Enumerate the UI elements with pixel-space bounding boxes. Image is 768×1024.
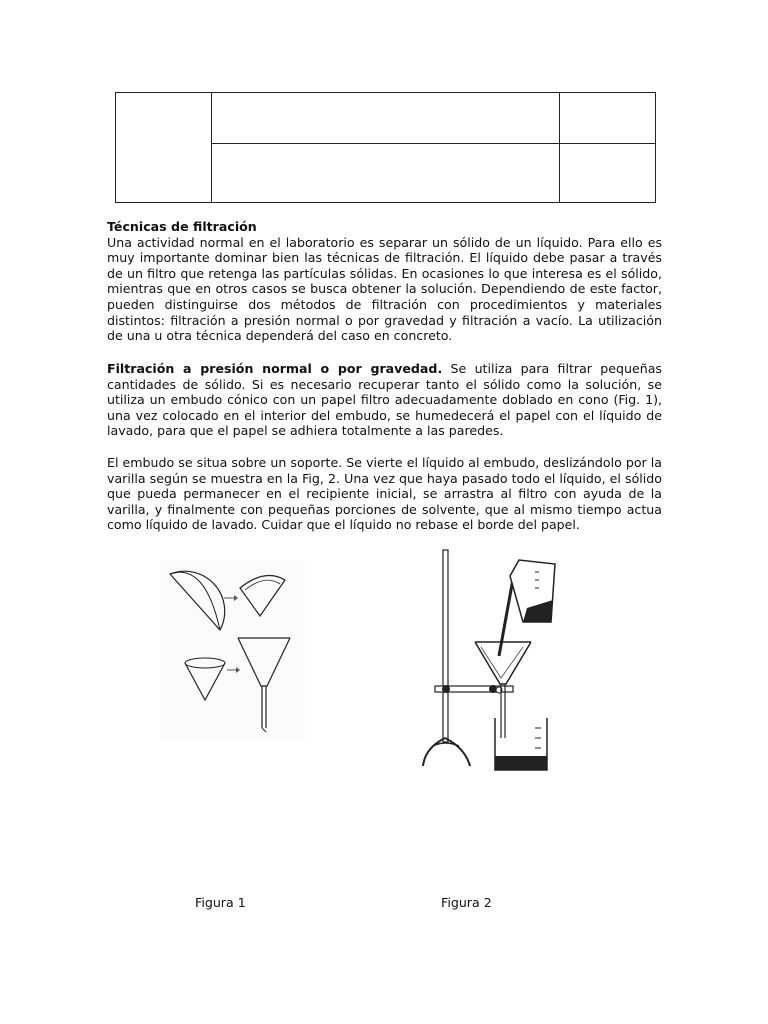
header-subtitle-cell <box>212 144 560 203</box>
header-table <box>115 92 656 203</box>
intro-section <box>107 219 662 344</box>
funnel-procedure-paragraph <box>107 455 662 533</box>
gravity-filtration-body: Se utiliza para filtrar pequeñas cantidades de sólido. Si es necesario recuperar tanto el sólido como la solución, se utiliza un embudo cónico con un papel filtro adecuadamente doblado en cono (Fig. 1), una vez colocado en el interior del embudo, se humedecerá el papel con el líquido de lavado, para que el papel se adhiera totalmente a las paredes. <box>107 361 662 439</box>
figure-2-illustration <box>415 548 575 773</box>
figure-2-caption: Figura 2 <box>441 895 492 910</box>
gravity-filtration-paragraph <box>107 361 662 439</box>
figure-1-illustration <box>160 560 305 740</box>
header-logo-cell <box>116 93 212 203</box>
figure-1-caption: Figura 1 <box>195 895 246 910</box>
gravity-filtration-heading: Filtración a presión normal o por gravedad. <box>107 361 443 376</box>
funnel-procedure-text: El embudo se situa sobre un soporte. Se vierte el líquido al embudo, deslizándolo por la varilla según se muestra en la Fig, 2. Una vez que haya pasado todo el líquido, el sólido que pueda permanecer en el recipiente inicial, se arrastra al filtro con ayuda de la varilla, y finalmente con pequeñas porciones de solvente, que al mismo tiempo actua como líquido de lavado. Cuidar que el líquido no rebase el borde del papel. <box>107 455 662 533</box>
header-page-cell <box>560 144 656 203</box>
header-code-cell <box>560 93 656 144</box>
intro-paragraph: Una actividad normal en el laboratorio es separar un sólido de un líquido. Para ello es muy importante dominar bien las técnicas de filtración. El líquido debe pasar a través de un filtro que retenga las partículas sólidas. En ocasiones lo que interesa es el sólido, mientras que en otros casos se busca obtener la solución. Dependiendo de este factor, pueden distinguirse dos métodos de filtración con procedimientos y materiales distintos: filtración a presión normal o por gravedad y filtración a vacío. La utilización de una u otra técnica dependerá del caso en concreto. <box>107 234 662 344</box>
header-title-cell <box>212 93 560 144</box>
section-title: Técnicas de filtración <box>107 219 257 234</box>
